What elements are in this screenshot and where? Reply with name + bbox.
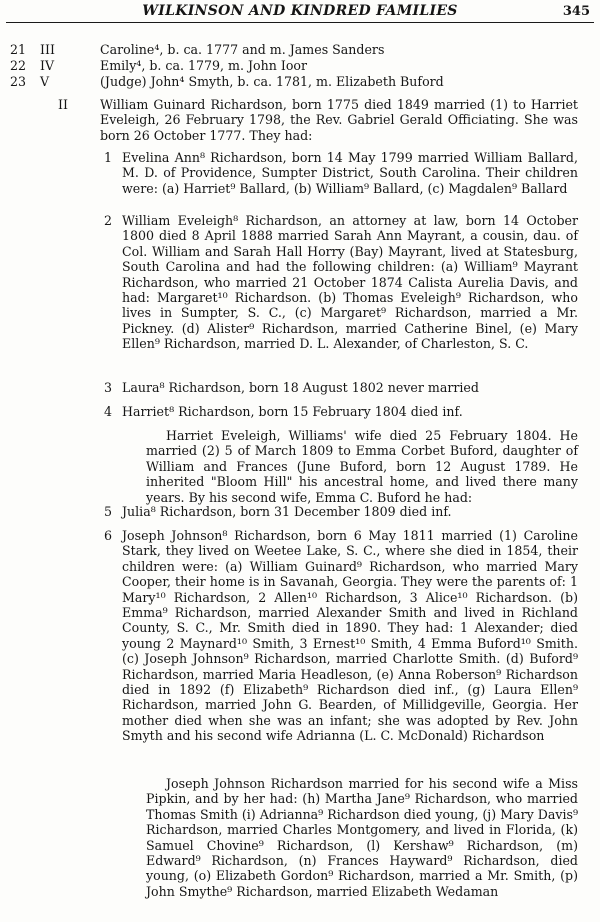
child-number: 1 (103, 150, 112, 165)
child-number: 2 (103, 213, 112, 228)
page-number: 345 (562, 4, 590, 19)
child-number: 3 (103, 380, 112, 395)
section-roman: II (58, 97, 68, 112)
entry-text: Caroline⁴, b. ca. 1777 and m. James Sanders (100, 42, 385, 57)
header-title: WILKINSON AND KINDRED FAMILIES (142, 3, 458, 19)
roman-numeral: V (40, 74, 50, 89)
child-entry: Laura⁸ Richardson, born 18 August 1802 never married (122, 380, 479, 395)
entry-text: (Judge) John⁴ Smyth, b. ca. 1781, m. Elizabeth Buford (100, 74, 444, 89)
entry-text: Emily⁴, b. ca. 1779, m. John Ioor (100, 58, 308, 73)
child-entry: Joseph Johnson⁸ Richardson, born 6 May 1811 married (1) Caroline Stark, they lived on Weetee Lake, S. C., where she died in 1854, their children were: (a) William Guinard⁹ Richardson, who married Mary Cooper, their home is in Savanah, Georgia. They were the parents of: 1 Mary¹⁰ Richardson, 2 Allen¹⁰ Richardson, 3 Alice¹⁰ Richardson. (b) Emma⁹ Richardson, married Alexander Smith and lived in Richland County, S. C., Mr. Smith died in 1890. They had: 1 Alexander; died young 2 Maynard¹⁰ Smith, 3 Ernest¹⁰ Smith, 4 Emma Buford¹⁰ Smith. (c) Joseph Johnson⁹ Richardson, married Charlotte Smith. (d) Buford⁹ Richardson, married Maria Headleson, (e) Anna Roberson⁹ Richardson died in 1892 (f) Elizabeth⁹ Richardson died inf., (g) Laura Ellen⁹ Richardson, married John G. Bearden, of Millidgeville, Georgia. Her mother died when she was an infant; she was adopted by Rev. John Smyth and his second wife Adrianna (L. C. McDonald) Richardson (122, 528, 578, 744)
child-entry: William Eveleigh⁸ Richardson, an attorney at law, born 14 October 1800 died 8 April 1888 married Sarah Ann Mayrant, a cousin, dau. of Col. William and Sarah Hall Horry (Bay) Mayrant, lived at Statesburg, South Carolina and had the following children: (a) William⁹ Mayrant Richardson, who married 21 October 1874 Calista Aurelia Davis, and had: Margaret¹⁰ Richardson. (b) Thomas Eveleigh⁹ Richardson, who lives in Sumpter, S. C., (c) Margaret⁹ Richardson, married a Mr. Pickney. (d) Alister⁹ Richardson, married Catherine Binel, (e) Mary Ellen⁹ Richardson, married D. L. Alexander, of Charleston, S. C. (122, 213, 578, 352)
child-number: 5 (103, 504, 112, 519)
child-number: 4 (103, 404, 112, 419)
narrative-paragraph: Joseph Johnson Richardson married for his second wife a Miss Pipkin, and by her had: (h) Martha Jane⁹ Richardson, who married Thomas Smith (i) Adrianna⁹ Richardson died young, (j) Mary Davis⁹ Richardson, married Charles Montgomery, and lived in Florida, (k) Samuel Chovine⁹ Richardson, (l) Kershaw⁹ Richardson, (m) Edward⁹ Richardson, (n) Frances Hayward⁹ Richardson, died young, (o) Elizabeth Gordon⁹ Richardson, married a Mr. Smith, (p) John Smythe⁹ Richardson, married Elizabeth Wedaman (146, 776, 578, 899)
child-number: 6 (103, 528, 112, 543)
entry-number: 21 (9, 42, 26, 57)
child-entry: Julia⁸ Richardson, born 31 December 1809 died inf. (122, 504, 452, 519)
entry-number: 22 (9, 58, 26, 73)
roman-numeral: IV (40, 58, 55, 73)
child-entry: Harriet⁸ Richardson, born 15 February 1804 died inf. (122, 404, 463, 419)
section-intro: William Guinard Richardson, born 1775 died 1849 married (1) to Harriet Eveleigh, 26 February 1798, the Rev. Gabriel Gerald Officiating. She was born 26 October 1777. They had: (100, 97, 578, 143)
narrative-paragraph: Harriet Eveleigh, Williams' wife died 25 February 1804. He married (2) 5 of March 1809 to Emma Corbet Buford, daughter of William and Frances (June Buford, born 12 August 1789. He inherited "Bloom Hill" his ancestral home, and lived there many years. By his second wife, Emma C. Buford he had: (146, 428, 578, 505)
running-header (6, 4, 594, 23)
child-entry: Evelina Ann⁸ Richardson, born 14 May 1799 married William Ballard, M. D. of Providence, Sumpter District, South Carolina. Their children were: (a) Harriet⁹ Ballard, (b) William⁹ Ballard, (c) Magdalen⁹ Ballard (122, 150, 578, 196)
roman-numeral: III (40, 42, 55, 57)
entry-number: 23 (9, 74, 26, 89)
